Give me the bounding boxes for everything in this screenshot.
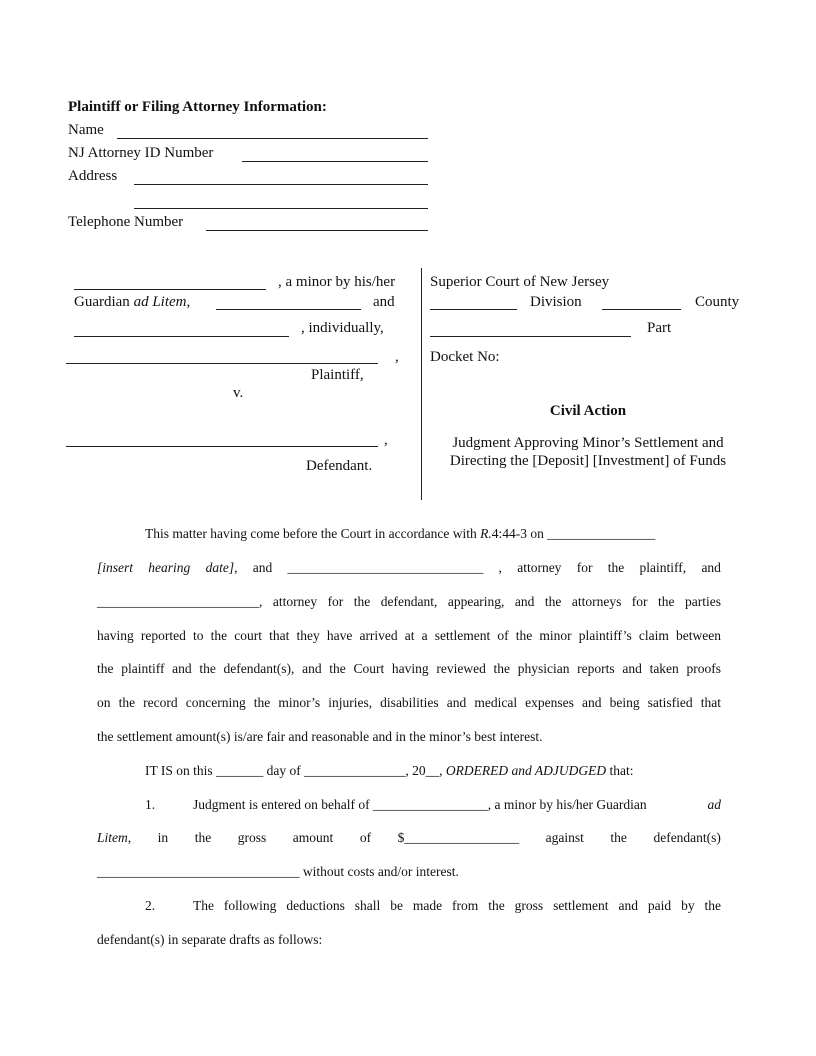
item2-number: 2. bbox=[145, 898, 156, 913]
item2-line2: defendant(s) in separate drafts as follows: bbox=[97, 932, 323, 947]
name-field[interactable] bbox=[117, 138, 428, 139]
item1-number: 1. bbox=[145, 797, 156, 812]
individual-name-field[interactable] bbox=[74, 336, 289, 337]
docket-label: Docket No: bbox=[430, 349, 500, 365]
part-field[interactable] bbox=[430, 336, 631, 337]
item2-line1: The following deductions shall be made from the gross settlement and paid by the bbox=[193, 898, 721, 913]
civil-action-heading: Civil Action bbox=[549, 403, 627, 419]
address-field-line2[interactable] bbox=[134, 208, 428, 209]
county-field[interactable] bbox=[602, 309, 681, 310]
minor-name-field[interactable] bbox=[74, 289, 266, 290]
guardian-name-field[interactable] bbox=[216, 309, 361, 310]
court-name: Superior Court of New Jersey bbox=[430, 274, 610, 290]
body-p1-line4: having reported to the court that they have arrived at a settlement of the minor plaintiff’s claim between bbox=[97, 628, 721, 643]
address-label: Address bbox=[68, 168, 118, 184]
item1-line2: Litem, in the gross amount of $_________________ against the defendant(s) bbox=[97, 830, 721, 845]
guardian-label: Guardian ad Litem, bbox=[74, 294, 191, 310]
and-text: and bbox=[373, 294, 395, 310]
plaintiff-name-field[interactable] bbox=[66, 363, 378, 364]
division-field[interactable] bbox=[430, 309, 517, 310]
attorney-id-label: NJ Attorney ID Number bbox=[68, 145, 214, 161]
document-title-line2: Directing the [Deposit] [Investment] of Funds bbox=[449, 453, 727, 469]
defendant-comma: , bbox=[384, 432, 388, 448]
defendant-name-field[interactable] bbox=[66, 446, 378, 447]
division-label: Division bbox=[530, 294, 582, 310]
telephone-field[interactable] bbox=[206, 230, 428, 231]
body-p1-line2: [insert hearing date], and _____________________________ , attorney for the plaintiff, and bbox=[97, 560, 721, 575]
part-label: Part bbox=[647, 320, 672, 336]
name-label: Name bbox=[68, 122, 104, 138]
defendant-label: Defendant. bbox=[306, 458, 373, 474]
address-field-line1[interactable] bbox=[134, 184, 428, 185]
plaintiff-comma: , bbox=[395, 349, 399, 365]
telephone-label: Telephone Number bbox=[68, 214, 184, 230]
caption-divider bbox=[421, 268, 422, 500]
versus-text: v. bbox=[233, 385, 244, 401]
document-title-line1: Judgment Approving Minor’s Settlement and bbox=[452, 435, 724, 451]
individually-text: , individually, bbox=[301, 320, 384, 336]
minor-text: , a minor by his/her bbox=[278, 274, 396, 290]
county-label: County bbox=[695, 294, 740, 310]
plaintiff-label: Plaintiff, bbox=[311, 367, 364, 383]
body-p1-line6: on the record concerning the minor’s injuries, disabilities and medical expenses and being satisfied that bbox=[97, 695, 721, 710]
ordered-clause: IT IS on this _______ day of _______________, 20__, ORDERED and ADJUDGED that: bbox=[145, 763, 634, 778]
item1-line3: ______________________________ without costs and/or interest. bbox=[97, 864, 459, 879]
body-p1-line3: ________________________, attorney for the defendant, appearing, and the attorneys for the parties bbox=[97, 594, 721, 609]
body-p1-line7: the settlement amount(s) is/are fair and reasonable and in the minor’s best interest. bbox=[97, 729, 543, 744]
body-p1-line1: This matter having come before the Court in accordance with R.4:44-3 on ________________ bbox=[145, 526, 656, 541]
attorney-info-heading: Plaintiff or Filing Attorney Information: bbox=[68, 99, 327, 115]
body-p1-line5: the plaintiff and the defendant(s), and the Court having reviewed the physician reports and taken proofs bbox=[97, 661, 721, 676]
attorney-id-field[interactable] bbox=[242, 161, 428, 162]
item1-line1: Judgment is entered on behalf of _________________, a minor by his/her Guardian ad bbox=[193, 797, 721, 812]
